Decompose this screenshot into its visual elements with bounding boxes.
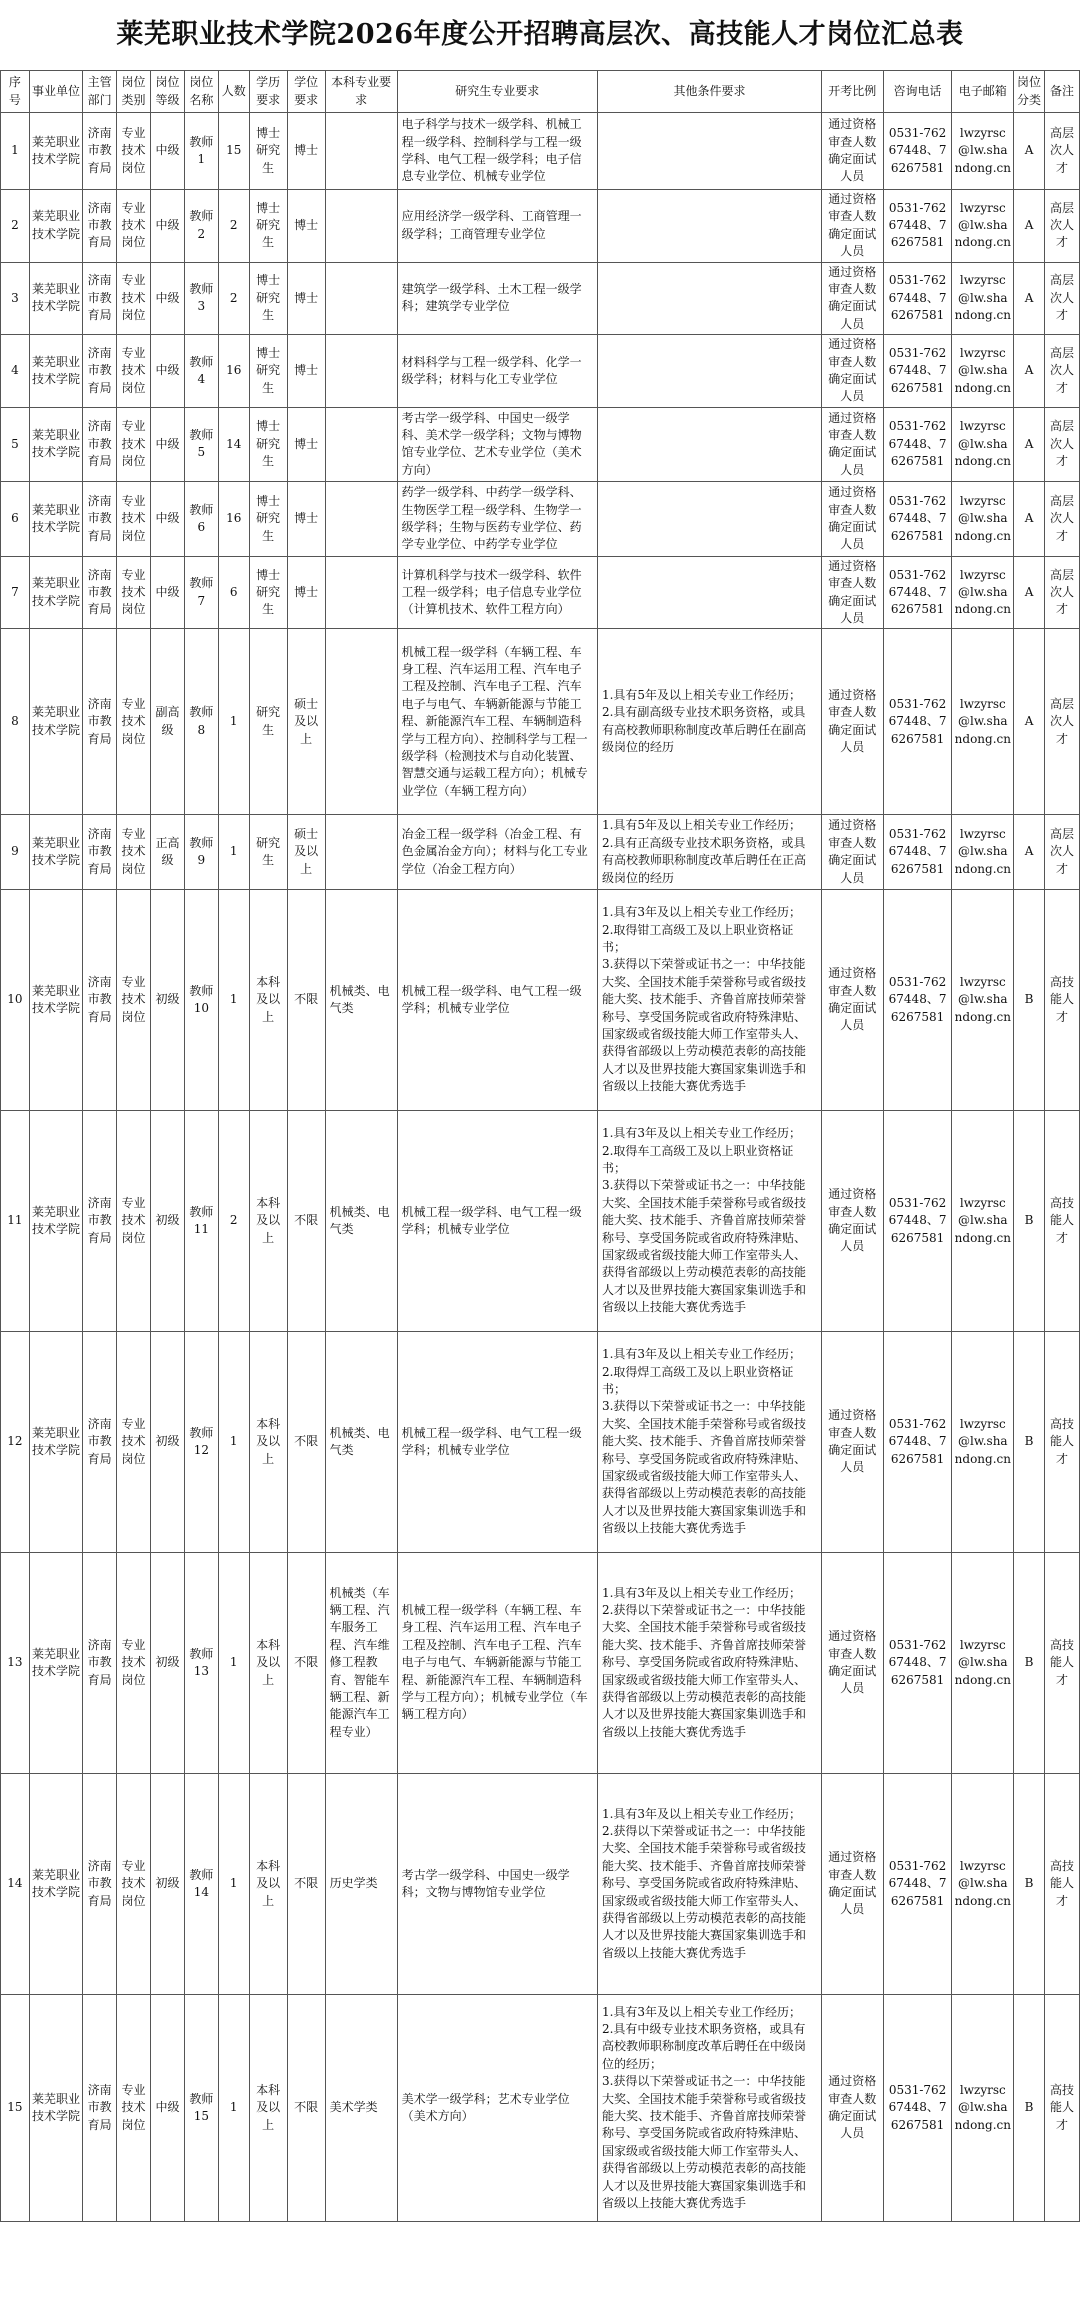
post-class: B xyxy=(1014,1773,1045,1994)
post-class: A xyxy=(1014,113,1045,190)
headcount: 1 xyxy=(218,889,249,1110)
post-level: 初级 xyxy=(151,1552,185,1773)
headcount: 2 xyxy=(218,190,249,263)
undergrad-major-req xyxy=(325,629,397,815)
post-name: 教师10 xyxy=(184,889,218,1110)
supervising-dept: 济南市教育局 xyxy=(83,407,117,482)
table-row xyxy=(1,1110,1080,1331)
education-req: 本科及以上 xyxy=(249,1994,287,2221)
contact-email: lwzyrsc@lw.shandong.cn xyxy=(952,113,1014,190)
degree-req: 不限 xyxy=(287,1331,325,1552)
table-row xyxy=(1,262,1080,335)
post-name: 教师13 xyxy=(184,1552,218,1773)
exam-ratio: 通过资格审查人数确定面试人员 xyxy=(821,113,883,190)
post-class: B xyxy=(1014,1994,1045,2221)
post-name: 教师7 xyxy=(184,556,218,629)
education-req: 研究生 xyxy=(249,629,287,815)
post-name: 教师8 xyxy=(184,629,218,815)
post-level: 初级 xyxy=(151,1110,185,1331)
supervising-dept: 济南市教育局 xyxy=(83,335,117,408)
graduate-major-req: 冶金工程一级学科（冶金工程、有色金属冶金方向）；材料与化工专业学位（冶金工程方向） xyxy=(397,815,597,890)
remark: 高层次人才 xyxy=(1044,407,1079,482)
education-req: 本科及以上 xyxy=(249,1773,287,1994)
row-number: 14 xyxy=(1,1773,30,1994)
post-level: 中级 xyxy=(151,113,185,190)
exam-ratio: 通过资格审查人数确定面试人员 xyxy=(821,190,883,263)
post-name: 教师4 xyxy=(184,335,218,408)
positions-table xyxy=(0,70,1080,2222)
table-header-row xyxy=(1,71,1080,113)
row-number: 11 xyxy=(1,1110,30,1331)
contact-phone: 0531-76267448、76267581 xyxy=(883,815,952,890)
header-cell: 岗位名称 xyxy=(184,71,218,113)
graduate-major-req: 考古学一级学科、中国史一级学科、美术学一级学科；文物与博物馆专业学位、艺术专业学位（美术方向） xyxy=(397,407,597,482)
other-requirements: 1.具有5年及以上相关专业工作经历； 2.具有副高级专业技术职务资格，或具有高校教师职称制度改革后聘任在副高级岗位的经历 xyxy=(597,629,821,815)
other-requirements: 1.具有3年及以上相关专业工作经历； 2.获得以下荣誉或证书之一：中华技能大奖、全国技术能手荣誉称号或省级技能大奖、技术能手、齐鲁首席技师荣誉称号、享受国务院或省政府特殊津贴、国家级或省级技能大师工作室带头人、获得省部级以上劳动模范表彰的高技能人才以及世界技能大赛国家集训选手和省级以上技能大赛优秀选手 xyxy=(597,1552,821,1773)
employer-unit: 莱芜职业技术学院 xyxy=(29,262,82,335)
post-name: 教师6 xyxy=(184,482,218,557)
post-name: 教师3 xyxy=(184,262,218,335)
graduate-major-req: 建筑学一级学科、土木工程一级学科；建筑学专业学位 xyxy=(397,262,597,335)
supervising-dept: 济南市教育局 xyxy=(83,1110,117,1331)
remark: 高层次人才 xyxy=(1044,190,1079,263)
education-req: 博士研究生 xyxy=(249,113,287,190)
exam-ratio: 通过资格审查人数确定面试人员 xyxy=(821,889,883,1110)
undergrad-major-req: 美术学类 xyxy=(325,1994,397,2221)
headcount: 1 xyxy=(218,1994,249,2221)
header-cell: 其他条件要求 xyxy=(597,71,821,113)
supervising-dept: 济南市教育局 xyxy=(83,556,117,629)
other-requirements xyxy=(597,190,821,263)
table-row xyxy=(1,1773,1080,1994)
remark: 高层次人才 xyxy=(1044,482,1079,557)
headcount: 1 xyxy=(218,629,249,815)
contact-phone: 0531-76267448、76267581 xyxy=(883,190,952,263)
headcount: 6 xyxy=(218,556,249,629)
graduate-major-req: 机械工程一级学科、电气工程一级学科；机械专业学位 xyxy=(397,1110,597,1331)
post-category: 专业技术岗位 xyxy=(117,889,151,1110)
education-req: 本科及以上 xyxy=(249,1110,287,1331)
header-cell: 事业单位 xyxy=(29,71,82,113)
remark: 高技能人才 xyxy=(1044,889,1079,1110)
exam-ratio: 通过资格审查人数确定面试人员 xyxy=(821,556,883,629)
supervising-dept: 济南市教育局 xyxy=(83,1552,117,1773)
post-level: 初级 xyxy=(151,1773,185,1994)
table-row xyxy=(1,482,1080,557)
contact-email: lwzyrsc@lw.shandong.cn xyxy=(952,407,1014,482)
supervising-dept: 济南市教育局 xyxy=(83,113,117,190)
undergrad-major-req xyxy=(325,815,397,890)
supervising-dept: 济南市教育局 xyxy=(83,629,117,815)
remark: 高层次人才 xyxy=(1044,113,1079,190)
post-class: A xyxy=(1014,482,1045,557)
undergrad-major-req xyxy=(325,482,397,557)
row-number: 5 xyxy=(1,407,30,482)
contact-phone: 0531-76267448、76267581 xyxy=(883,1773,952,1994)
post-level: 中级 xyxy=(151,482,185,557)
other-requirements: 1.具有3年及以上相关专业工作经历； 2.获得以下荣誉或证书之一：中华技能大奖、全国技术能手荣誉称号或省级技能大奖、技术能手、齐鲁首席技师荣誉称号、享受国务院或省政府特殊津贴、国家级或省级技能大师工作室带头人、获得省部级以上劳动模范表彰的高技能人才以及世界技能大赛国家集训选手和省级以上技能大赛优秀选手 xyxy=(597,1773,821,1994)
education-req: 博士研究生 xyxy=(249,482,287,557)
undergrad-major-req xyxy=(325,190,397,263)
post-class: B xyxy=(1014,1331,1045,1552)
contact-email: lwzyrsc@lw.shandong.cn xyxy=(952,262,1014,335)
supervising-dept: 济南市教育局 xyxy=(83,190,117,263)
graduate-major-req: 机械工程一级学科、电气工程一级学科；机械专业学位 xyxy=(397,1331,597,1552)
graduate-major-req: 机械工程一级学科、电气工程一级学科；机械专业学位 xyxy=(397,889,597,1110)
contact-email: lwzyrsc@lw.shandong.cn xyxy=(952,1994,1014,2221)
post-class: A xyxy=(1014,190,1045,263)
post-category: 专业技术岗位 xyxy=(117,1331,151,1552)
education-req: 博士研究生 xyxy=(249,190,287,263)
table-row xyxy=(1,629,1080,815)
post-category: 专业技术岗位 xyxy=(117,1110,151,1331)
post-category: 专业技术岗位 xyxy=(117,113,151,190)
remark: 高层次人才 xyxy=(1044,815,1079,890)
contact-phone: 0531-76267448、76267581 xyxy=(883,407,952,482)
header-cell: 电子邮箱 xyxy=(952,71,1014,113)
post-category: 专业技术岗位 xyxy=(117,1552,151,1773)
contact-email: lwzyrsc@lw.shandong.cn xyxy=(952,815,1014,890)
education-req: 博士研究生 xyxy=(249,407,287,482)
post-level: 正高级 xyxy=(151,815,185,890)
exam-ratio: 通过资格审查人数确定面试人员 xyxy=(821,482,883,557)
employer-unit: 莱芜职业技术学院 xyxy=(29,629,82,815)
table-row xyxy=(1,1552,1080,1773)
header-cell: 岗位分类 xyxy=(1014,71,1045,113)
undergrad-major-req xyxy=(325,113,397,190)
employer-unit: 莱芜职业技术学院 xyxy=(29,815,82,890)
contact-phone: 0531-76267448、76267581 xyxy=(883,1994,952,2221)
supervising-dept: 济南市教育局 xyxy=(83,262,117,335)
post-level: 中级 xyxy=(151,190,185,263)
post-level: 副高级 xyxy=(151,629,185,815)
contact-email: lwzyrsc@lw.shandong.cn xyxy=(952,629,1014,815)
post-class: A xyxy=(1014,407,1045,482)
row-number: 3 xyxy=(1,262,30,335)
supervising-dept: 济南市教育局 xyxy=(83,815,117,890)
contact-email: lwzyrsc@lw.shandong.cn xyxy=(952,1773,1014,1994)
row-number: 4 xyxy=(1,335,30,408)
degree-req: 博士 xyxy=(287,190,325,263)
graduate-major-req: 应用经济学一级学科、工商管理一级学科；工商管理专业学位 xyxy=(397,190,597,263)
post-class: A xyxy=(1014,556,1045,629)
remark: 高技能人才 xyxy=(1044,1110,1079,1331)
degree-req: 不限 xyxy=(287,1552,325,1773)
header-cell: 人数 xyxy=(218,71,249,113)
headcount: 2 xyxy=(218,1110,249,1331)
graduate-major-req: 电子科学与技术一级学科、机械工程一级学科、控制科学与工程一级学科、电气工程一级学科；电子信息专业学位、机械专业学位 xyxy=(397,113,597,190)
page-title: 莱芜职业技术学院2026年度公开招聘高层次、高技能人才岗位汇总表 xyxy=(116,19,964,50)
post-class: B xyxy=(1014,1552,1045,1773)
education-req: 博士研究生 xyxy=(249,556,287,629)
post-name: 教师12 xyxy=(184,1331,218,1552)
table-row xyxy=(1,815,1080,890)
contact-phone: 0531-76267448、76267581 xyxy=(883,335,952,408)
exam-ratio: 通过资格审查人数确定面试人员 xyxy=(821,1773,883,1994)
supervising-dept: 济南市教育局 xyxy=(83,1331,117,1552)
remark: 高技能人才 xyxy=(1044,1994,1079,2221)
header-cell: 咨询电话 xyxy=(883,71,952,113)
header-cell: 开考比例 xyxy=(821,71,883,113)
contact-phone: 0531-76267448、76267581 xyxy=(883,1552,952,1773)
contact-phone: 0531-76267448、76267581 xyxy=(883,889,952,1110)
supervising-dept: 济南市教育局 xyxy=(83,889,117,1110)
remark: 高层次人才 xyxy=(1044,262,1079,335)
undergrad-major-req xyxy=(325,407,397,482)
headcount: 16 xyxy=(218,335,249,408)
post-level: 初级 xyxy=(151,1331,185,1552)
contact-email: lwzyrsc@lw.shandong.cn xyxy=(952,482,1014,557)
headcount: 16 xyxy=(218,482,249,557)
undergrad-major-req xyxy=(325,262,397,335)
other-requirements xyxy=(597,262,821,335)
education-req: 本科及以上 xyxy=(249,1331,287,1552)
headcount: 1 xyxy=(218,1773,249,1994)
row-number: 13 xyxy=(1,1552,30,1773)
degree-req: 博士 xyxy=(287,113,325,190)
post-category: 专业技术岗位 xyxy=(117,482,151,557)
employer-unit: 莱芜职业技术学院 xyxy=(29,1994,82,2221)
header-cell: 研究生专业要求 xyxy=(397,71,597,113)
post-level: 中级 xyxy=(151,335,185,408)
exam-ratio: 通过资格审查人数确定面试人员 xyxy=(821,1994,883,2221)
degree-req: 不限 xyxy=(287,1994,325,2221)
post-category: 专业技术岗位 xyxy=(117,1773,151,1994)
undergrad-major-req xyxy=(325,556,397,629)
table-row xyxy=(1,1994,1080,2221)
contact-email: lwzyrsc@lw.shandong.cn xyxy=(952,556,1014,629)
degree-req: 博士 xyxy=(287,482,325,557)
row-number: 8 xyxy=(1,629,30,815)
education-req: 博士研究生 xyxy=(249,335,287,408)
table-row xyxy=(1,889,1080,1110)
exam-ratio: 通过资格审查人数确定面试人员 xyxy=(821,1552,883,1773)
post-category: 专业技术岗位 xyxy=(117,1994,151,2221)
education-req: 本科及以上 xyxy=(249,1552,287,1773)
other-requirements xyxy=(597,407,821,482)
degree-req: 博士 xyxy=(287,335,325,408)
supervising-dept: 济南市教育局 xyxy=(83,1994,117,2221)
header-cell: 学位要求 xyxy=(287,71,325,113)
other-requirements xyxy=(597,113,821,190)
contact-phone: 0531-76267448、76267581 xyxy=(883,482,952,557)
graduate-major-req: 机械工程一级学科（车辆工程、车身工程、汽车运用工程、汽车电子工程及控制、汽车电子工程、汽车电子与电气、车辆新能源与节能工程、新能源汽车工程、车辆制造科学与工程方向）、控制科学与工程一级学科（检测技术与自动化装置、智慧交通与运载工程方向）；机械专业学位（车辆工程方向） xyxy=(397,629,597,815)
table-row xyxy=(1,407,1080,482)
post-category: 专业技术岗位 xyxy=(117,815,151,890)
post-class: A xyxy=(1014,629,1045,815)
header-cell: 序号 xyxy=(1,71,30,113)
post-category: 专业技术岗位 xyxy=(117,407,151,482)
graduate-major-req: 考古学一级学科、中国史一级学科；文物与博物馆专业学位 xyxy=(397,1773,597,1994)
employer-unit: 莱芜职业技术学院 xyxy=(29,1773,82,1994)
exam-ratio: 通过资格审查人数确定面试人员 xyxy=(821,407,883,482)
graduate-major-req: 药学一级学科、中药学一级学科、生物医学工程一级学科、生物学一级学科；生物与医药专业学位、药学专业学位、中药学专业学位 xyxy=(397,482,597,557)
table-row xyxy=(1,335,1080,408)
exam-ratio: 通过资格审查人数确定面试人员 xyxy=(821,1331,883,1552)
post-name: 教师5 xyxy=(184,407,218,482)
row-number: 12 xyxy=(1,1331,30,1552)
post-name: 教师14 xyxy=(184,1773,218,1994)
supervising-dept: 济南市教育局 xyxy=(83,1773,117,1994)
contact-phone: 0531-76267448、76267581 xyxy=(883,1331,952,1552)
post-category: 专业技术岗位 xyxy=(117,262,151,335)
undergrad-major-req: 历史学类 xyxy=(325,1773,397,1994)
education-req: 研究生 xyxy=(249,815,287,890)
degree-req: 硕士及以上 xyxy=(287,815,325,890)
employer-unit: 莱芜职业技术学院 xyxy=(29,889,82,1110)
degree-req: 博士 xyxy=(287,407,325,482)
other-requirements xyxy=(597,556,821,629)
employer-unit: 莱芜职业技术学院 xyxy=(29,190,82,263)
contact-email: lwzyrsc@lw.shandong.cn xyxy=(952,1552,1014,1773)
post-name: 教师9 xyxy=(184,815,218,890)
remark: 高技能人才 xyxy=(1044,1773,1079,1994)
post-class: B xyxy=(1014,1110,1045,1331)
contact-phone: 0531-76267448、76267581 xyxy=(883,1110,952,1331)
post-level: 中级 xyxy=(151,262,185,335)
contact-phone: 0531-76267448、76267581 xyxy=(883,113,952,190)
post-level: 中级 xyxy=(151,1994,185,2221)
contact-phone: 0531-76267448、76267581 xyxy=(883,262,952,335)
row-number: 10 xyxy=(1,889,30,1110)
undergrad-major-req: 机械类（车辆工程、汽车服务工程、汽车维修工程教育、智能车辆工程、新能源汽车工程专业） xyxy=(325,1552,397,1773)
remark: 高技能人才 xyxy=(1044,1331,1079,1552)
table-row xyxy=(1,1331,1080,1552)
other-requirements: 1.具有3年及以上相关专业工作经历； 2.取得车工高级工及以上职业资格证书； 3.获得以下荣誉或证书之一：中华技能大奖、全国技术能手荣誉称号或省级技能大奖、技术能手、齐鲁首席技师荣誉称号、享受国务院或省政府特殊津贴、国家级或省级技能大师工作室带头人、获得省部级以上劳动模范表彰的高技能人才以及世界技能大赛国家集训选手和省级以上技能大赛优秀选手 xyxy=(597,1110,821,1331)
degree-req: 博士 xyxy=(287,556,325,629)
degree-req: 硕士及以上 xyxy=(287,629,325,815)
degree-req: 博士 xyxy=(287,262,325,335)
graduate-major-req: 机械工程一级学科（车辆工程、车身工程、汽车运用工程、汽车电子工程及控制、汽车电子工程、汽车电子与电气、车辆新能源与节能工程、新能源汽车工程、车辆制造科学与工程方向）；机械专业学位（车辆工程方向） xyxy=(397,1552,597,1773)
contact-email: lwzyrsc@lw.shandong.cn xyxy=(952,335,1014,408)
table-row xyxy=(1,190,1080,263)
row-number: 6 xyxy=(1,482,30,557)
employer-unit: 莱芜职业技术学院 xyxy=(29,335,82,408)
exam-ratio: 通过资格审查人数确定面试人员 xyxy=(821,815,883,890)
graduate-major-req: 计算机科学与技术一级学科、软件工程一级学科；电子信息专业学位（计算机技术、软件工程方向） xyxy=(397,556,597,629)
row-number: 9 xyxy=(1,815,30,890)
employer-unit: 莱芜职业技术学院 xyxy=(29,482,82,557)
header-cell: 学历要求 xyxy=(249,71,287,113)
headcount: 1 xyxy=(218,1552,249,1773)
exam-ratio: 通过资格审查人数确定面试人员 xyxy=(821,629,883,815)
employer-unit: 莱芜职业技术学院 xyxy=(29,407,82,482)
post-level: 初级 xyxy=(151,889,185,1110)
undergrad-major-req: 机械类、电气类 xyxy=(325,1331,397,1552)
graduate-major-req: 材料科学与工程一级学科、化学一级学科；材料与化工专业学位 xyxy=(397,335,597,408)
headcount: 15 xyxy=(218,113,249,190)
post-category: 专业技术岗位 xyxy=(117,629,151,815)
headcount: 2 xyxy=(218,262,249,335)
header-cell: 岗位等级 xyxy=(151,71,185,113)
contact-email: lwzyrsc@lw.shandong.cn xyxy=(952,1110,1014,1331)
headcount: 1 xyxy=(218,1331,249,1552)
contact-email: lwzyrsc@lw.shandong.cn xyxy=(952,889,1014,1110)
exam-ratio: 通过资格审查人数确定面试人员 xyxy=(821,262,883,335)
graduate-major-req: 美术学一级学科；艺术专业学位（美术方向） xyxy=(397,1994,597,2221)
education-req: 本科及以上 xyxy=(249,889,287,1110)
post-category: 专业技术岗位 xyxy=(117,556,151,629)
remark: 高层次人才 xyxy=(1044,556,1079,629)
education-req: 博士研究生 xyxy=(249,262,287,335)
post-name: 教师2 xyxy=(184,190,218,263)
employer-unit: 莱芜职业技术学院 xyxy=(29,556,82,629)
exam-ratio: 通过资格审查人数确定面试人员 xyxy=(821,1110,883,1331)
post-class: A xyxy=(1014,335,1045,408)
employer-unit: 莱芜职业技术学院 xyxy=(29,113,82,190)
exam-ratio: 通过资格审查人数确定面试人员 xyxy=(821,335,883,408)
row-number: 2 xyxy=(1,190,30,263)
post-level: 中级 xyxy=(151,556,185,629)
employer-unit: 莱芜职业技术学院 xyxy=(29,1331,82,1552)
headcount: 1 xyxy=(218,815,249,890)
contact-email: lwzyrsc@lw.shandong.cn xyxy=(952,1331,1014,1552)
post-name: 教师11 xyxy=(184,1110,218,1331)
row-number: 15 xyxy=(1,1994,30,2221)
contact-phone: 0531-76267448、76267581 xyxy=(883,629,952,815)
post-class: A xyxy=(1014,815,1045,890)
table-row xyxy=(1,113,1080,190)
table-row xyxy=(1,556,1080,629)
contact-email: lwzyrsc@lw.shandong.cn xyxy=(952,190,1014,263)
other-requirements: 1.具有5年及以上相关专业工作经历； 2.具有正高级专业技术职务资格，或具有高校教师职称制度改革后聘任在正高级岗位的经历 xyxy=(597,815,821,890)
degree-req: 不限 xyxy=(287,889,325,1110)
row-number: 1 xyxy=(1,113,30,190)
remark: 高层次人才 xyxy=(1044,335,1079,408)
post-category: 专业技术岗位 xyxy=(117,190,151,263)
remark: 高技能人才 xyxy=(1044,1552,1079,1773)
post-category: 专业技术岗位 xyxy=(117,335,151,408)
header-cell: 备注 xyxy=(1044,71,1079,113)
other-requirements: 1.具有3年及以上相关专业工作经历； 2.具有中级专业技术职务资格，或具有高校教师职称制度改革后聘任在中级岗位的经历； 3.获得以下荣誉或证书之一：中华技能大奖、全国技术能手荣誉称号或省级技能大奖、技术能手、齐鲁首席技师荣誉称号、享受国务院或省政府特殊津贴、国家级或省级技能大师工作室带头人、获得省部级以上劳动模范表彰的高技能人才以及世界技能大赛国家集训选手和省级以上技能大赛优秀选手 xyxy=(597,1994,821,2221)
row-number: 7 xyxy=(1,556,30,629)
header-cell: 岗位类别 xyxy=(117,71,151,113)
post-level: 中级 xyxy=(151,407,185,482)
employer-unit: 莱芜职业技术学院 xyxy=(29,1110,82,1331)
post-name: 教师15 xyxy=(184,1994,218,2221)
headcount: 14 xyxy=(218,407,249,482)
undergrad-major-req: 机械类、电气类 xyxy=(325,1110,397,1331)
undergrad-major-req: 机械类、电气类 xyxy=(325,889,397,1110)
supervising-dept: 济南市教育局 xyxy=(83,482,117,557)
other-requirements xyxy=(597,482,821,557)
post-class: A xyxy=(1014,262,1045,335)
other-requirements: 1.具有3年及以上相关专业工作经历； 2.取得钳工高级工及以上职业资格证书； 3.获得以下荣誉或证书之一：中华技能大奖、全国技术能手荣誉称号或省级技能大奖、技术能手、齐鲁首席技师荣誉称号、享受国务院或省政府特殊津贴、国家级或省级技能大师工作室带头人、获得省部级以上劳动模范表彰的高技能人才以及世界技能大赛国家集训选手和省级以上技能大赛优秀选手 xyxy=(597,889,821,1110)
other-requirements: 1.具有3年及以上相关专业工作经历； 2.取得焊工高级工及以上职业资格证书； 3.获得以下荣誉或证书之一：中华技能大奖、全国技术能手荣誉称号或省级技能大奖、技术能手、齐鲁首席技师荣誉称号、享受国务院或省政府特殊津贴、国家级或省级技能大师工作室带头人、获得省部级以上劳动模范表彰的高技能人才以及世界技能大赛国家集训选手和省级以上技能大赛优秀选手 xyxy=(597,1331,821,1552)
other-requirements xyxy=(597,335,821,408)
header-cell: 本科专业要求 xyxy=(325,71,397,113)
remark: 高层次人才 xyxy=(1044,629,1079,815)
degree-req: 不限 xyxy=(287,1773,325,1994)
employer-unit: 莱芜职业技术学院 xyxy=(29,1552,82,1773)
post-name: 教师1 xyxy=(184,113,218,190)
contact-phone: 0531-76267448、76267581 xyxy=(883,556,952,629)
header-cell: 主管部门 xyxy=(83,71,117,113)
degree-req: 不限 xyxy=(287,1110,325,1331)
post-class: B xyxy=(1014,889,1045,1110)
undergrad-major-req xyxy=(325,335,397,408)
